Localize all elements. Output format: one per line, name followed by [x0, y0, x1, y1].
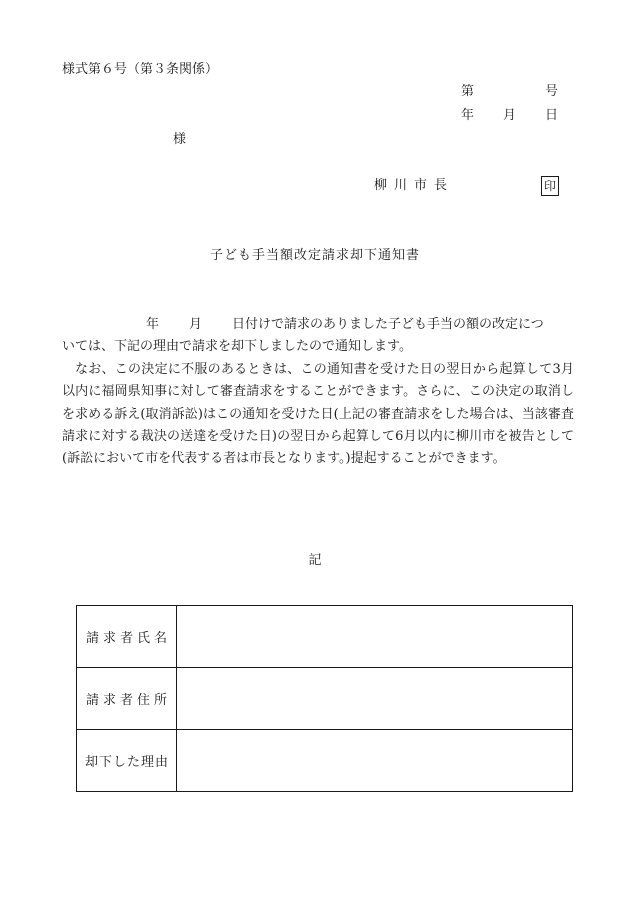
- ki-heading: 記: [308, 553, 322, 568]
- requester-name-label: 請求者氏名: [77, 606, 177, 668]
- issuer-name: 柳川市長: [374, 178, 455, 193]
- body-line-2: いては、下記の理由で請求を却下しましたので通知します。: [62, 339, 412, 355]
- date-year-label: 年: [461, 108, 475, 123]
- requester-address-value: [177, 668, 573, 730]
- requester-name-value: [177, 606, 573, 668]
- notice-body: [62, 314, 574, 471]
- document-number-suffix: 号: [545, 84, 559, 99]
- body-month-label: 月: [189, 317, 203, 332]
- form-number: 様式第６号（第３条関係）: [62, 62, 219, 77]
- table-row: [77, 730, 573, 792]
- body-line-1: [62, 314, 574, 336]
- recipient-honorific: 様: [173, 132, 187, 147]
- seal-mark: 印: [541, 176, 559, 196]
- rejection-reason-label: 却下した理由: [77, 730, 177, 792]
- date-month-label: 月: [503, 108, 517, 123]
- document-title: 子ども手当額改定請求却下通知書: [209, 248, 420, 263]
- date-day-label: 日: [545, 108, 559, 123]
- appeal-notice-paragraph: なお、この決定に不服のあるときは、この通知書を受けた日の翌日から起算して3月以内に福岡県知事に対して審査請求をすることができます。さらに、この決定の取消しを求める訴え(取消訴訟)はこの通知を受けた日(上記の審査請求をした場合は、当該審査請求に対する裁決の送達を受けた日)の翌日から起算して6月以内に柳川市を被告として(訴訟において市を代表する者は市長となります。)提起することができます。: [62, 361, 574, 467]
- table-row: [77, 606, 573, 668]
- body-year-label: 年: [146, 317, 160, 332]
- body-line-1-text: 日付けで請求のありました子ども手当の額の改定につ: [232, 317, 544, 332]
- table-row: [77, 668, 573, 730]
- document-number-prefix: 第: [461, 84, 475, 99]
- details-table: [76, 605, 573, 792]
- requester-address-label: 請求者住所: [77, 668, 177, 730]
- rejection-reason-value: [177, 730, 573, 792]
